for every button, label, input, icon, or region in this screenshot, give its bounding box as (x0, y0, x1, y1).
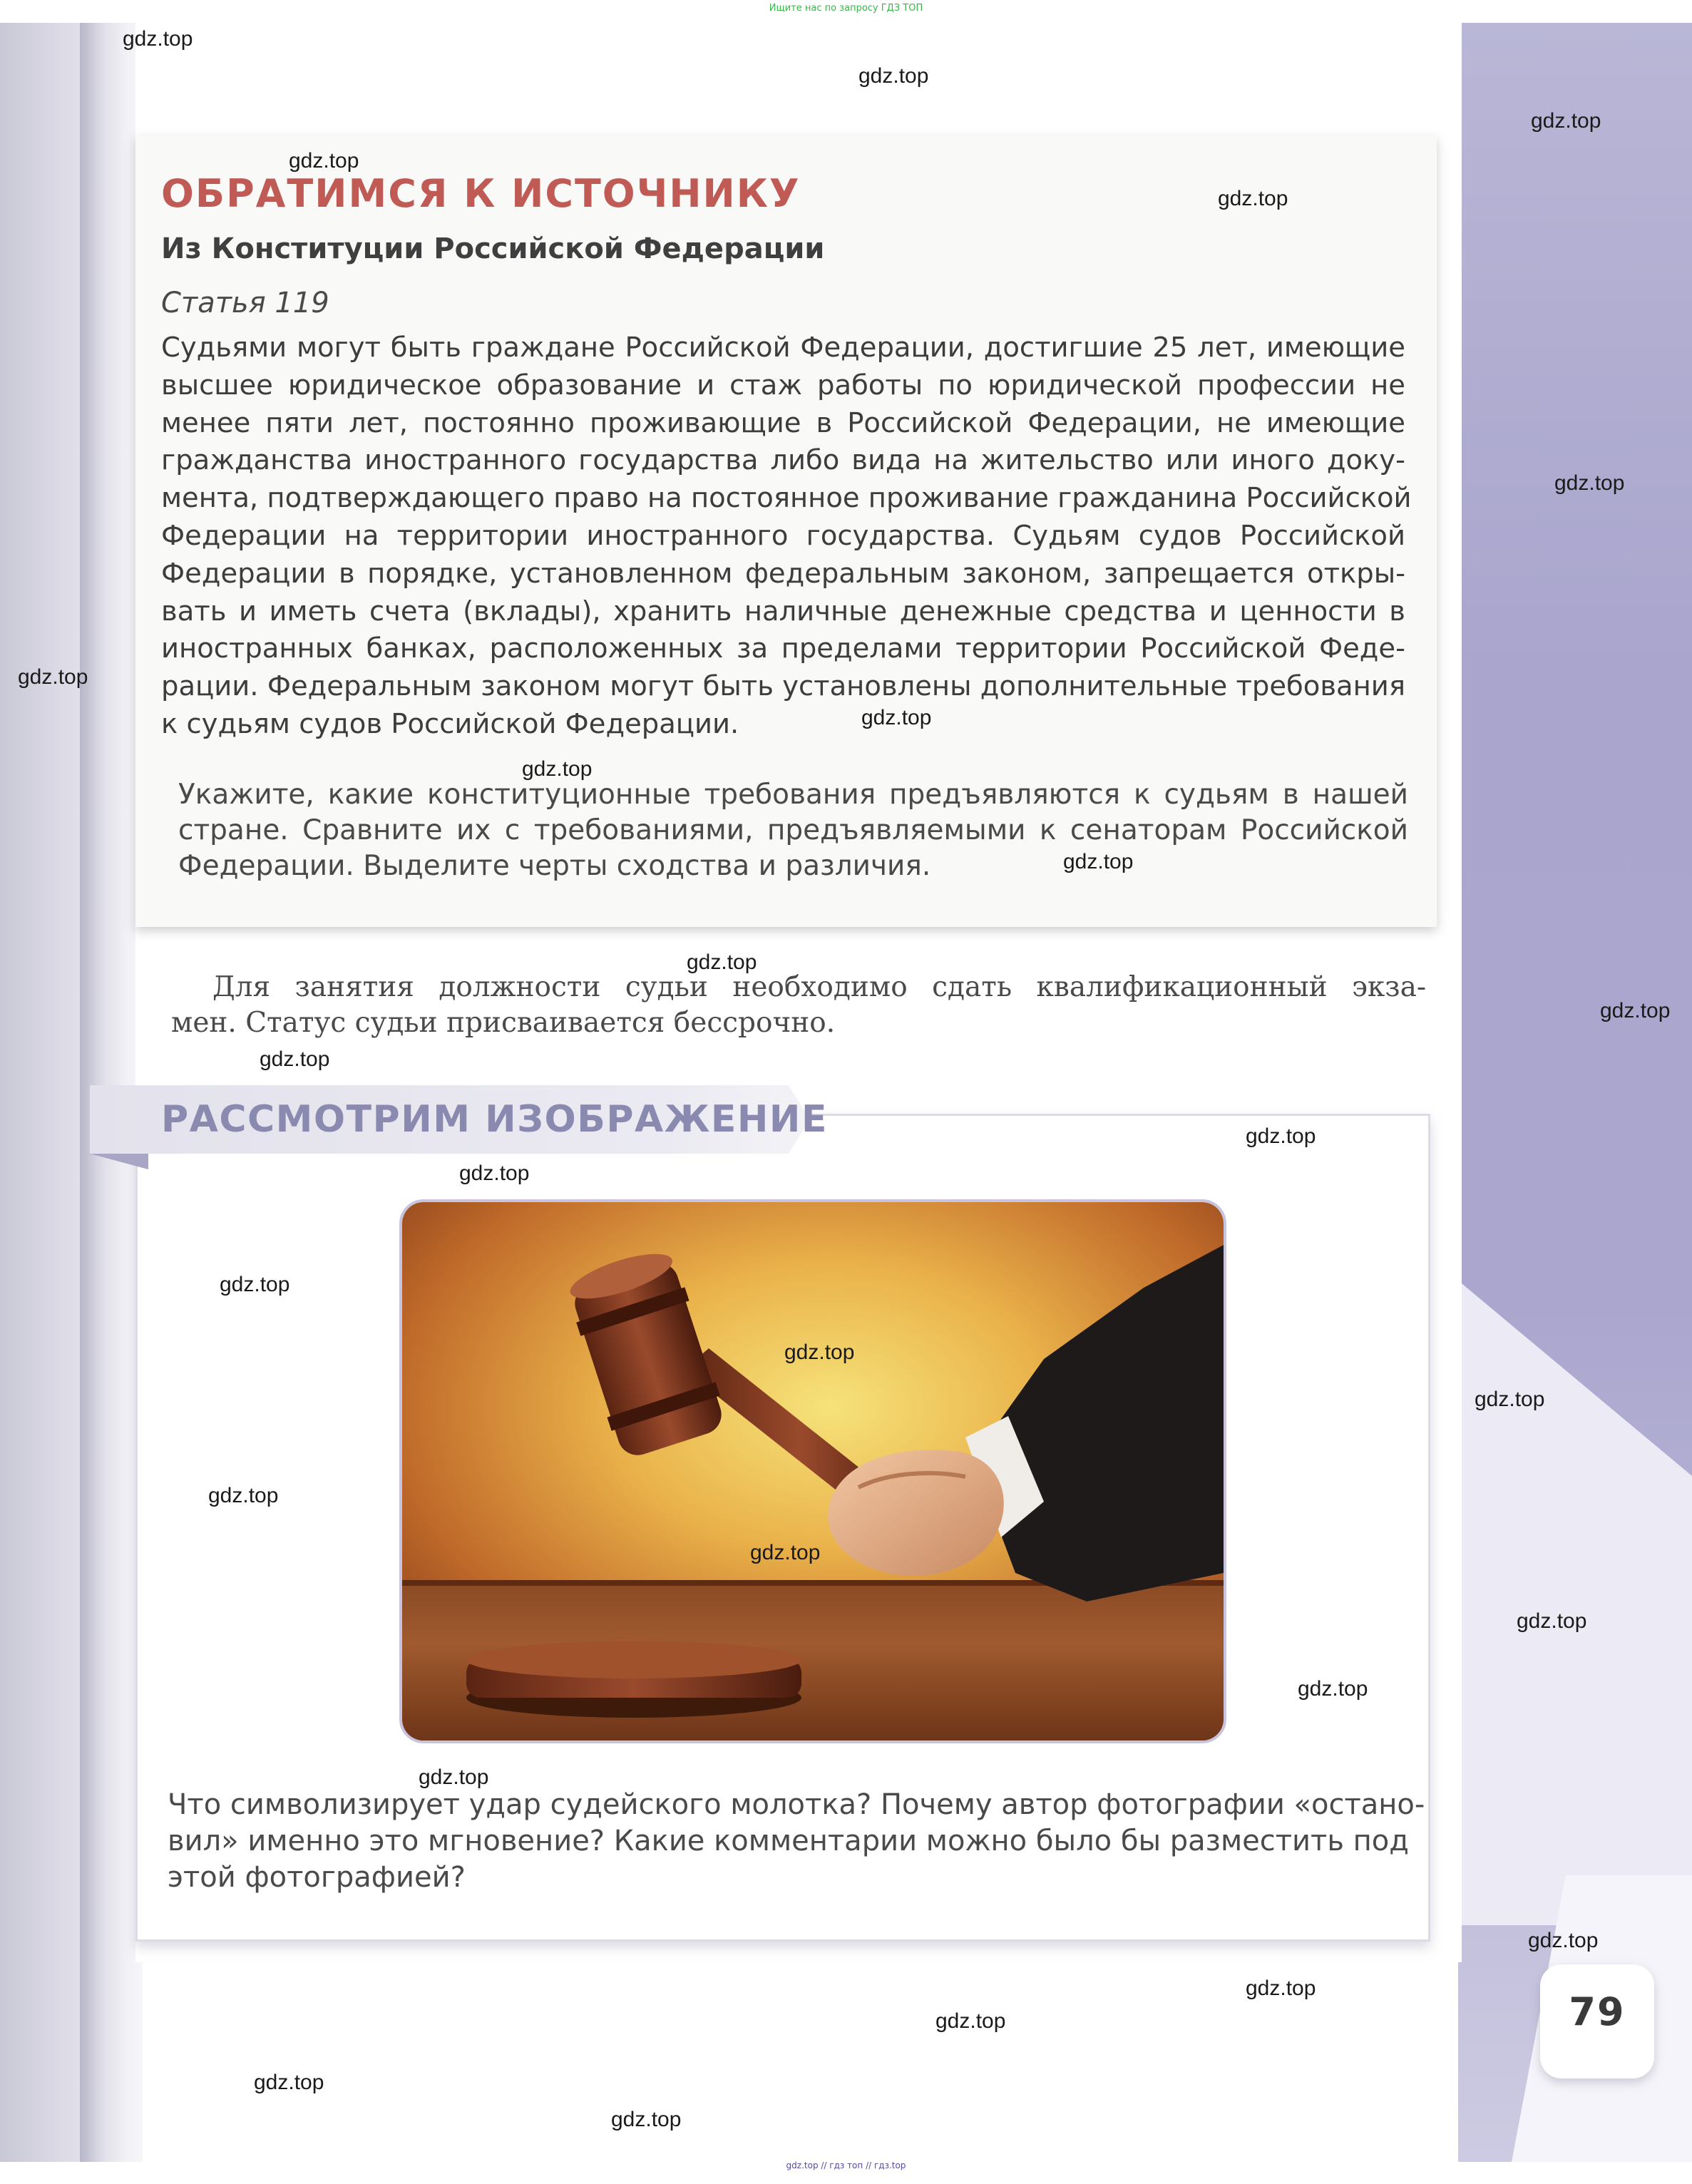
text-line: к судьям судов Российской Федерации. (161, 707, 739, 740)
image-questions (168, 1787, 1425, 1896)
text-line: Федерации в порядке, установленном федеральным законом, запрещается откры- (161, 557, 1405, 590)
task-line: Федерации. Выделите черты сходства и различия. (178, 850, 931, 882)
watermark: gdz.top (1554, 471, 1625, 495)
watermark: gdz.top (1475, 1388, 1545, 1411)
source-article-number: Статья 119 (161, 287, 329, 319)
source-heading: ОБРАТИМСЯ К ИСТОЧНИКУ (161, 171, 801, 216)
constitution-text (161, 329, 1412, 744)
watermark: gdz.top (1600, 999, 1671, 1022)
text-line: Судьями могут быть граждане Российской Федерации, достигшие 25 лет, имеющие (161, 332, 1405, 364)
watermark: gdz.top (1218, 187, 1288, 210)
bottom-banner: gdz.top // гдз топ // гдз.top (786, 2160, 906, 2170)
source-task (178, 777, 1408, 884)
watermark: gdz.top (123, 27, 193, 51)
task-line: стране. Сравните их с требованиями, предъявляемыми к сенаторам Российской (178, 814, 1408, 846)
text-line: рации. Федеральным законом могут быть установлены дополнительные требования (161, 670, 1405, 703)
watermark: gdz.top (611, 2108, 682, 2131)
watermark: gdz.top (522, 757, 593, 781)
watermark: gdz.top (289, 149, 359, 173)
sound-block-top (466, 1641, 801, 1678)
text-line: иностранных банках, расположенных за пределами территории Российской Феде- (161, 632, 1405, 665)
image-section-heading: РАССМОТРИМ ИЗОБРАЖЕНИЕ (161, 1098, 828, 1141)
body-line: мен. Статус судьи присваивается бессрочно. (171, 1007, 836, 1039)
watermark: gdz.top (18, 665, 88, 689)
task-line: Укажите, какие конституционные требования предъявляются к судьям в нашей (178, 779, 1408, 811)
watermark: gdz.top (750, 1541, 821, 1564)
watermark: gdz.top (1246, 1124, 1316, 1148)
question-line: Что символизирует удар судейского молотка? Почему автор фотографии «остано- (168, 1788, 1425, 1821)
watermark: gdz.top (254, 2071, 324, 2094)
watermark: gdz.top (1528, 1929, 1599, 1952)
watermark: gdz.top (220, 1273, 290, 1296)
text-line: вать и иметь счета (вклады), хранить наличные денежные средства и ценности в (161, 595, 1405, 627)
watermark: gdz.top (208, 1484, 279, 1507)
text-line: гражданства иностранного государства либо вида на жительство или иного доку- (161, 444, 1405, 477)
question-line: этой фотографией? (168, 1861, 466, 1894)
body-line: Для занятия должности судьи необходимо сдать квалификационный экза- (212, 971, 1426, 1003)
watermark: gdz.top (935, 2009, 1006, 2033)
top-banner: Ищите нас по запросу ГДЗ ТОП (769, 3, 923, 14)
watermark: gdz.top (687, 950, 757, 974)
text-line: Федерации на территории иностранного государства. Судьям судов Российской (161, 519, 1405, 552)
watermark: gdz.top (419, 1765, 489, 1789)
watermark: gdz.top (459, 1162, 530, 1185)
watermark: gdz.top (858, 64, 929, 88)
gavel-photo (399, 1199, 1226, 1743)
watermark: gdz.top (1517, 1609, 1587, 1633)
page-number: 79 (1569, 1989, 1626, 2034)
watermark: gdz.top (260, 1047, 330, 1071)
watermark: gdz.top (1298, 1677, 1368, 1701)
source-subheading: Из Конституции Российской Федерации (161, 232, 825, 265)
watermark: gdz.top (861, 706, 932, 729)
watermark: gdz.top (784, 1340, 855, 1364)
text-line: менее пяти лет, постоянно проживающие в Российской Федерации, не имеющие (161, 406, 1405, 439)
watermark: gdz.top (1531, 109, 1601, 133)
text-line: мента, подтверждающего право на постоянное проживание гражданина Российской (161, 482, 1412, 515)
body-paragraph (171, 970, 1426, 1041)
watermark: gdz.top (1246, 1977, 1316, 2000)
text-line: высшее юридическое образование и стаж работы по юридической профессии не (161, 369, 1405, 401)
gavel-illustration (402, 1202, 1224, 1740)
question-line: вил» именно это мгновение? Какие комментарии можно было бы разместить под (168, 1825, 1409, 1857)
watermark: gdz.top (1063, 850, 1134, 873)
